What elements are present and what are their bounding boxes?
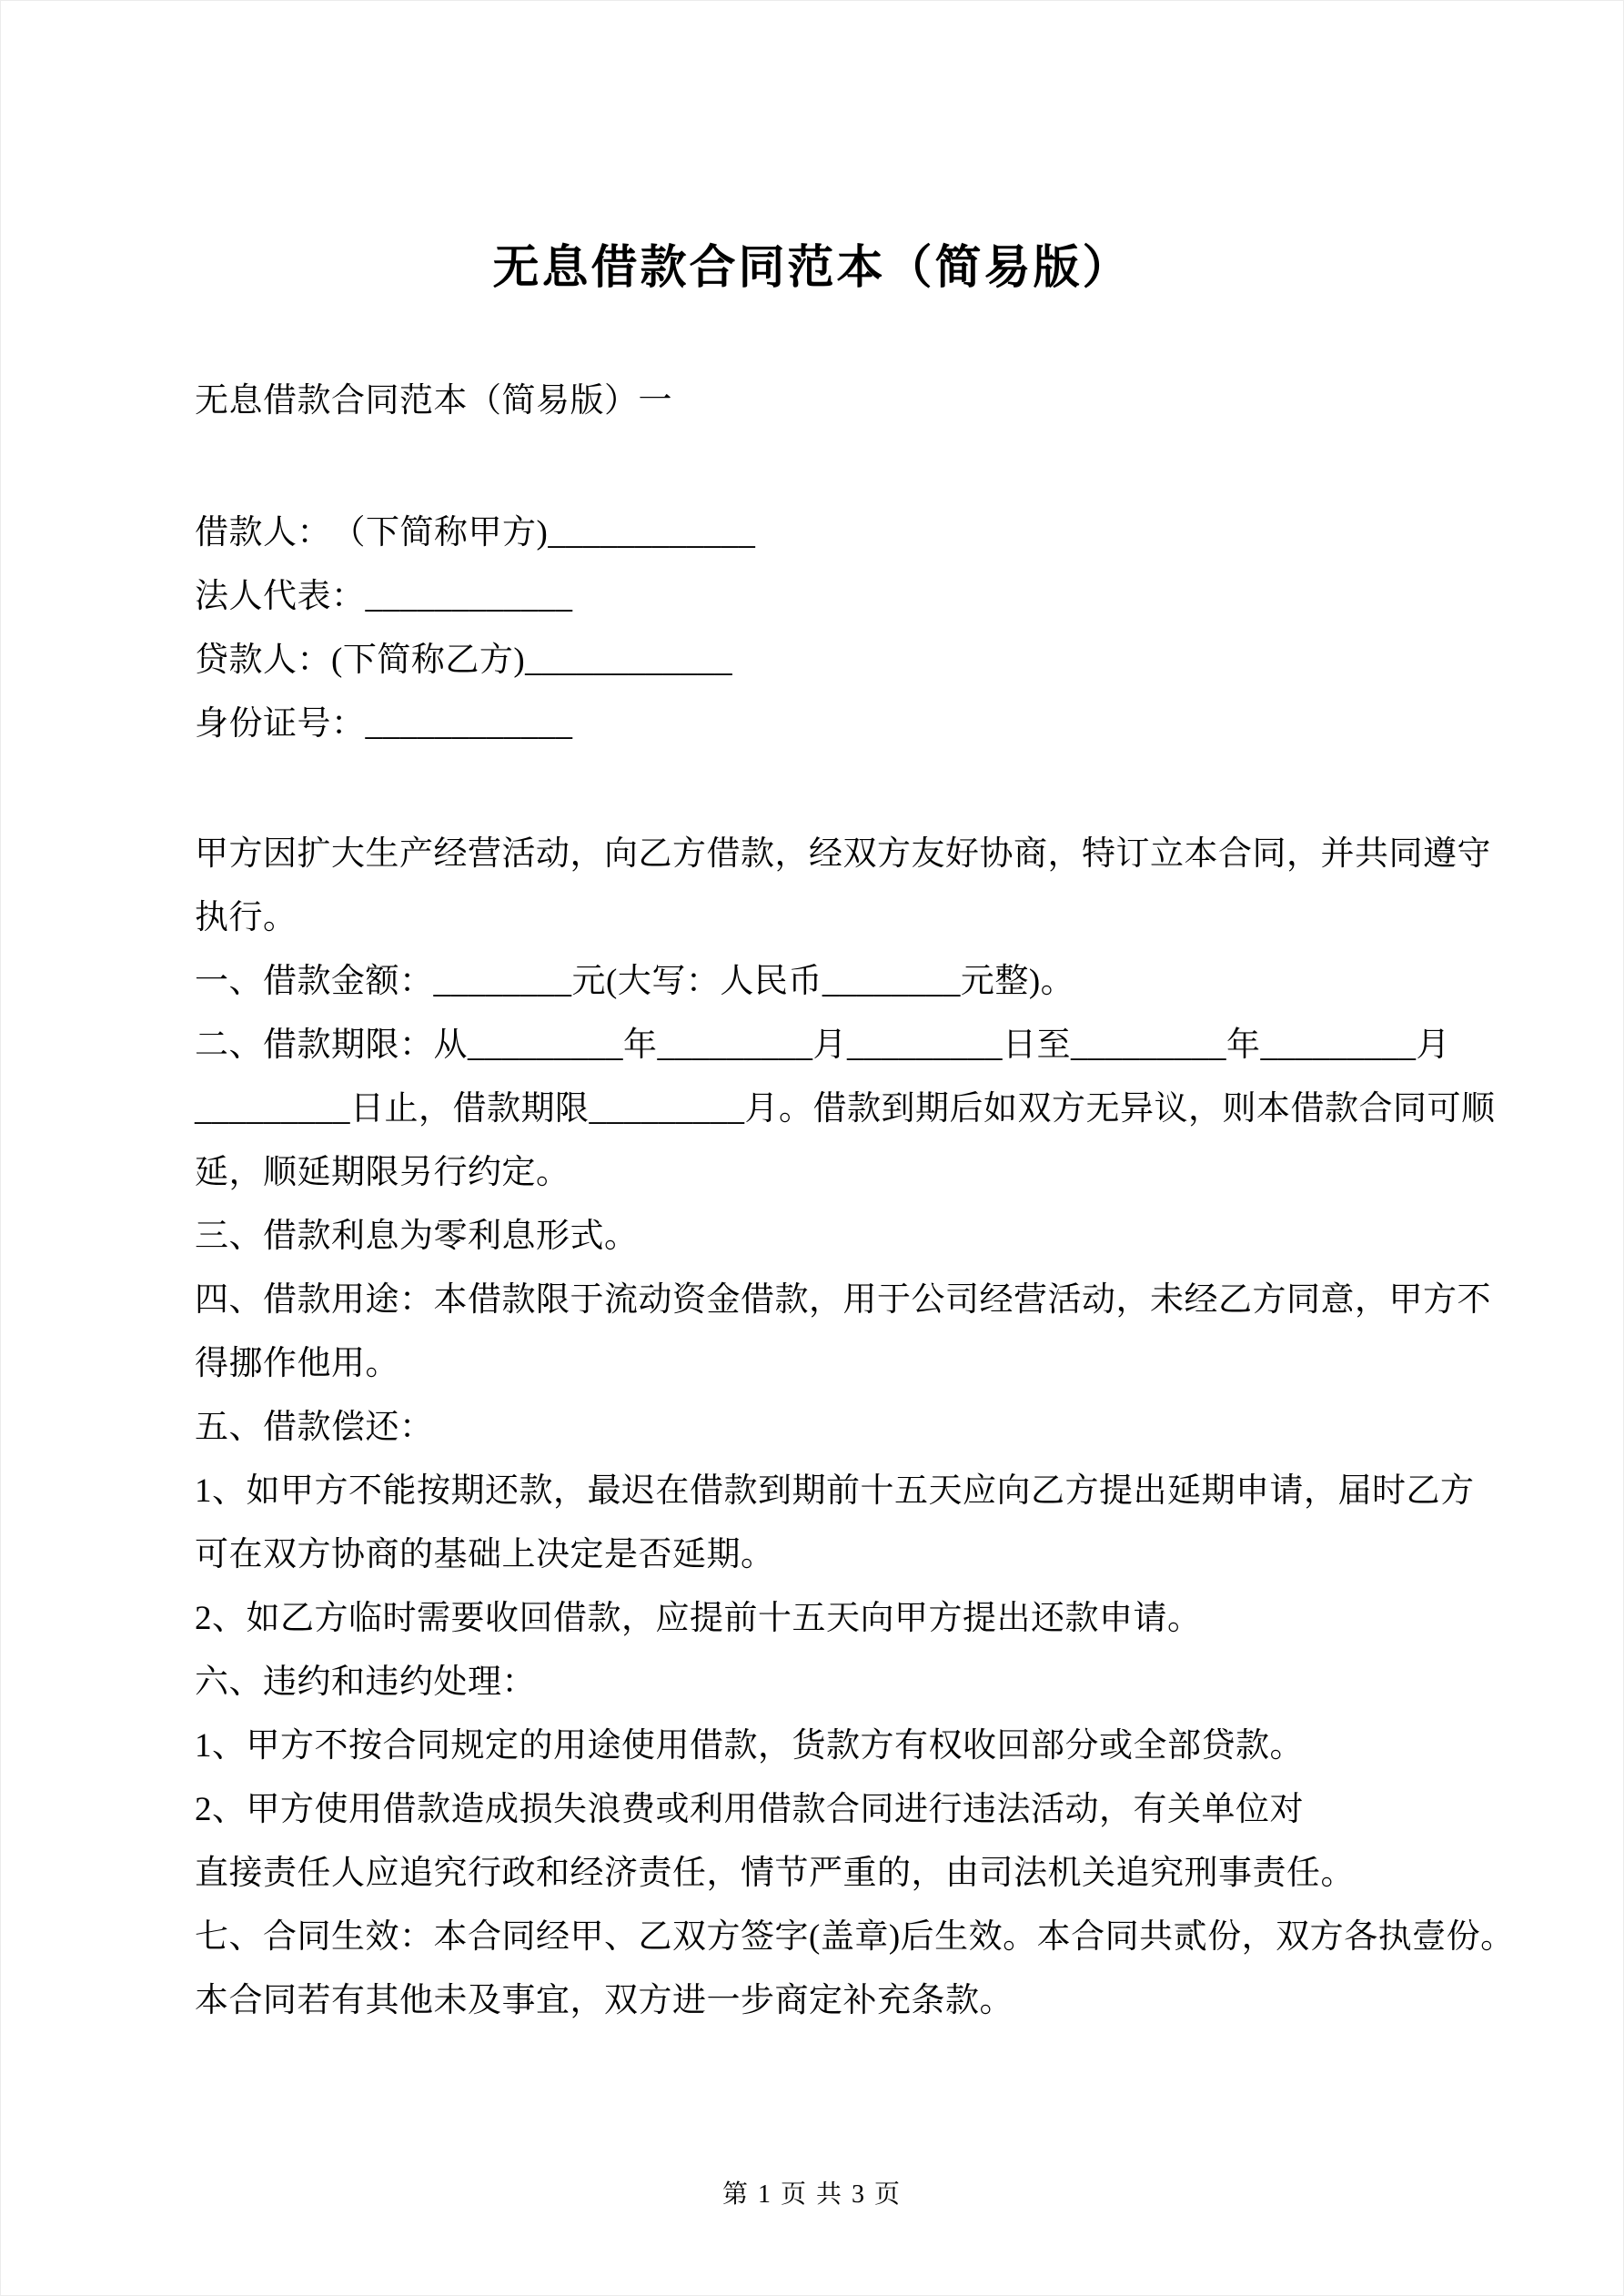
lender-line: 贷款人：(下简称乙方)____________ xyxy=(195,642,733,679)
body-line: 2、甲方使用借款造成损失浪费或利用借款合同进行违法活动，有关单位对 xyxy=(195,1791,1304,1828)
document-title: 无息借款合同范本（简易版） xyxy=(492,243,1132,294)
id-number-line: 身份证号：____________ xyxy=(195,705,573,743)
body-line: 1、如甲方不能按期还款，最迟在借款到期前十五天应向乙方提出延期申请，届时乙方 xyxy=(195,1472,1475,1510)
clause-repayment: 五、借款偿还： xyxy=(195,1409,434,1446)
body-line: 甲方因扩大生产经营活动，向乙方借款，经双方友好协商，特订立本合同，并共同遵守 xyxy=(195,835,1491,873)
body-line: 1、甲方不按合同规定的用途使用借款，货款方有权收回部分或全部贷款。 xyxy=(195,1727,1304,1765)
body-line: 直接责任人应追究行政和经济责任，情节严重的，由司法机关追究刑事责任。 xyxy=(195,1855,1355,1892)
clause-loan-term: 二、借款期限：从_________年_________月_________日至_________年_________月 xyxy=(195,1027,1450,1064)
body-line: 延，顺延期限另行约定。 xyxy=(195,1154,570,1191)
clause-loan-amount: 一、借款金额：________元(大写：人民币________元整)。 xyxy=(195,963,1075,1000)
clause-effectiveness: 七、合同生效：本合同经甲、乙双方签字(盖章)后生效。本合同共贰份，双方各执壹份。 xyxy=(195,1918,1515,1956)
clause-loan-purpose: 四、借款用途：本借款限于流动资金借款，用于公司经营活动，未经乙方同意，甲方不 xyxy=(195,1281,1491,1319)
body-line: 可在双方协商的基础上决定是否延期。 xyxy=(195,1536,775,1573)
body-line: 执行。 xyxy=(195,899,298,936)
page-number: 第 1 页 共 3 页 xyxy=(721,2180,902,2209)
clause-breach: 六、违约和违约处理： xyxy=(195,1664,536,1701)
contract-body xyxy=(195,823,1515,2033)
body-line: 得挪作他用。 xyxy=(195,1345,399,1382)
parties-block xyxy=(195,501,755,756)
body-line: 本合同若有其他未及事宜，双方进一步商定补充条款。 xyxy=(195,1982,1014,2019)
body-line: 2、如乙方临时需要收回借款，应提前十五天向甲方提出还款申请。 xyxy=(195,1600,1202,1637)
legal-representative-line: 法人代表：____________ xyxy=(195,578,573,615)
borrower-line: 借款人： （下简称甲方)____________ xyxy=(195,514,756,551)
clause-interest: 三、借款利息为零利息形式。 xyxy=(195,1218,639,1255)
intro-line: 无息借款合同范本（简易版）一 xyxy=(195,382,672,420)
body-line: _________日止，借款期限_________月。借款到期后如双方无异议，则本借款合同可顺 xyxy=(195,1090,1496,1128)
